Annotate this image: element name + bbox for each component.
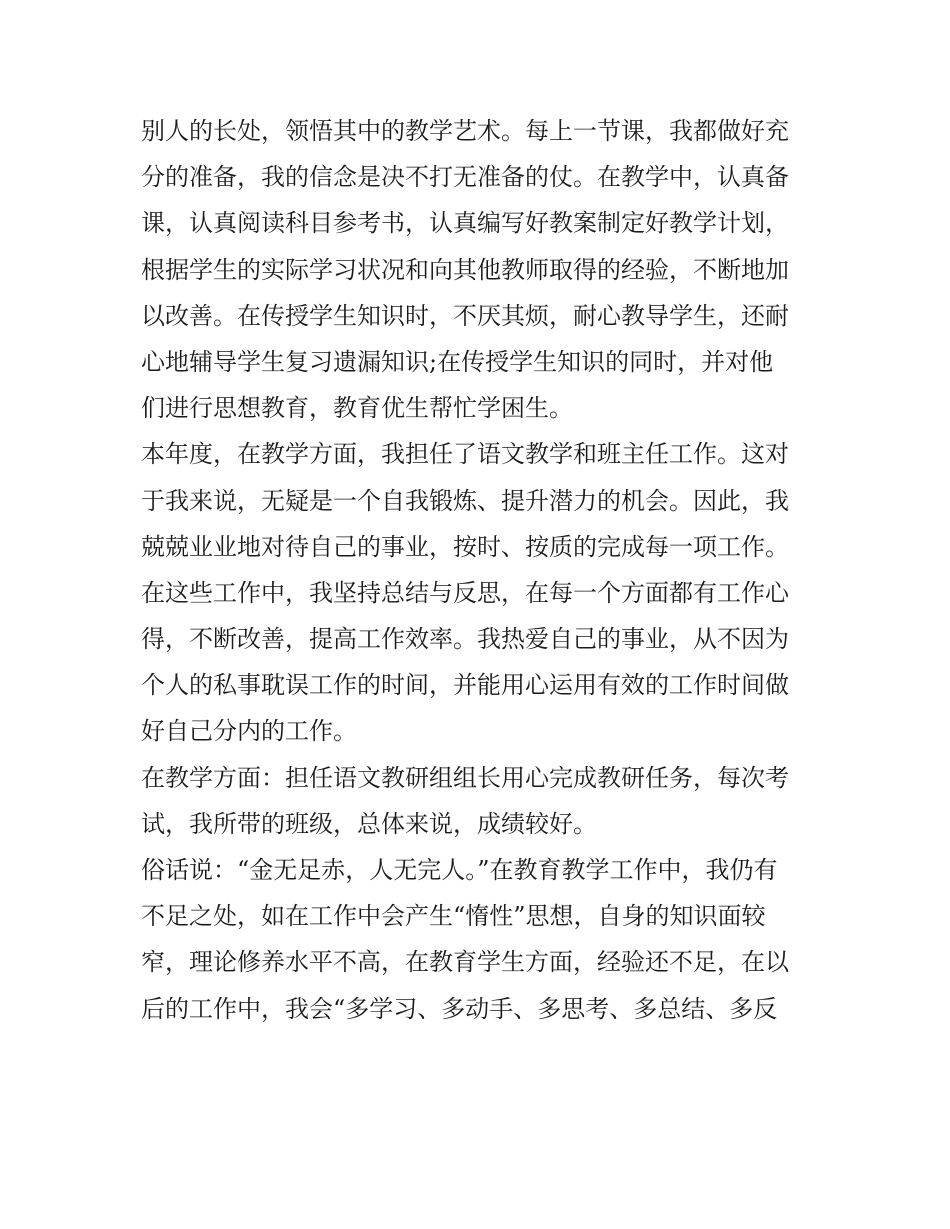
text-line: 分的准备，我的信念是决不打无准备的仗。在教学中，认真备 bbox=[141, 163, 789, 192]
document-body bbox=[141, 108, 831, 1032]
text-line: 在这些工作中，我坚持总结与反思，在每一个方面都有工作心 bbox=[141, 578, 789, 607]
text-line: 本年度，在教学方面，我担任了语文教学和班主任工作。这对 bbox=[141, 440, 789, 469]
text-line: 试，我所带的班级，总体来说，成绩较好。 bbox=[141, 809, 597, 838]
text-line: 得，不断改善，提高工作效率。我热爱自己的事业，从不因为 bbox=[141, 625, 789, 654]
text-line: 窄，理论修养水平不高，在教育学生方面，经验还不足，在以 bbox=[141, 948, 789, 977]
text-line: 心地辅导学生复习遗漏知识;在传授学生知识的同时，并对他 bbox=[141, 347, 774, 376]
text-line: 兢兢业业地对待自己的事业，按时、按质的完成每一项工作。 bbox=[141, 532, 789, 561]
text-line: 别人的长处，领悟其中的教学艺术。每上一节课，我都做好充 bbox=[141, 117, 789, 145]
text-line: 个人的私事耽误工作的时间，并能用心运用有效的工作时间做 bbox=[141, 671, 789, 700]
text-line: 后的工作中，我会“多学习、多动手、多思考、多总结、多反 bbox=[141, 994, 778, 1023]
text-line: 在教学方面：担任语文教研组组长用心完成教研任务，每次考 bbox=[141, 763, 789, 792]
text-line: 俗话说：“金无足赤，人无完人。”在教育教学工作中，我仍有 bbox=[141, 856, 778, 884]
text-line: 不足之处，如在工作中会产生“惰性”思想，自身的知识面较 bbox=[141, 902, 766, 931]
text-line: 以改善。在传授学生知识时，不厌其烦，耐心教导学生，还耐 bbox=[141, 301, 789, 330]
text-line: 于我来说，无疑是一个自我锻炼、提升潜力的机会。因此，我 bbox=[141, 486, 789, 515]
text-line: 好自己分内的工作。 bbox=[141, 717, 357, 746]
text-line: 根据学生的实际学习状况和向其他教师取得的经验，不断地加 bbox=[141, 255, 789, 284]
text-line: 课，认真阅读科目参考书，认真编写好教案制定好教学计划， bbox=[141, 209, 789, 238]
text-line: 们进行思想教育，教育优生帮忙学困生。 bbox=[141, 394, 573, 423]
